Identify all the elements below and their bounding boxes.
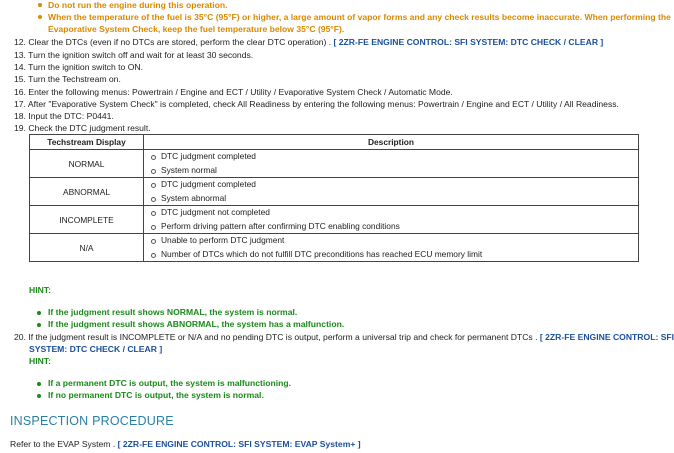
step-12: 12. Clear the DTCs (even if no DTCs are stored, perform the clear DTC operation) . [ 2ZR-FE ENGINE CONTROL: SFI SYSTEM: DTC CHECK / CLEAR ]	[14, 37, 604, 47]
display-cell: ABNORMAL	[30, 178, 144, 206]
table-row	[30, 178, 639, 206]
step-20: 20. If the judgment result is INCOMPLETE or N/A and no pending DTC is output, perform a universal trip and check for permanent DTCs . [ 2ZR-FE ENGINE CONTROL: SFI	[14, 332, 674, 342]
dtc-judgment-table	[29, 134, 639, 262]
display-cell: INCOMPLETE	[30, 206, 144, 234]
description-item: DTC judgment completed	[150, 178, 638, 192]
caution-text-2: When the temperature of the fuel is 35°C (95°F) or higher, a large amount of vapor forms and any check results become inaccurate. When performing the	[48, 12, 671, 22]
bullet-icon	[37, 382, 41, 386]
description-item: System normal	[150, 164, 638, 178]
description-item: Perform driving pattern after confirming DTC enabling conditions	[150, 220, 638, 234]
step-18: 18. Input the DTC: P0441.	[14, 111, 114, 121]
caution-text-1: Do not run the engine during this operation.	[48, 0, 228, 10]
step-15: 15. Turn the Techstream on.	[14, 74, 121, 84]
table-row	[30, 206, 639, 234]
bullet-icon	[37, 323, 41, 327]
bullet-icon	[37, 394, 41, 398]
step-16: 16. Enter the following menus: Powertrain / Engine and ECT / Utility / Evaporative System Check / Automatic Mode.	[14, 87, 453, 97]
column-header-description: Description	[144, 135, 639, 150]
description-item: System abnormal	[150, 192, 638, 206]
step-13: 13. Turn the ignition switch off and wait for at least 30 seconds.	[14, 50, 254, 60]
inspection-heading: INSPECTION PROCEDURE	[10, 414, 174, 428]
bullet-icon	[38, 3, 42, 7]
inspection-text: Refer to the EVAP System . [ 2ZR-FE ENGINE CONTROL: SFI SYSTEM: EVAP System+ ]	[10, 439, 361, 449]
description-item: Number of DTCs which do not fulfill DTC preconditions has reached ECU memory limit	[150, 248, 638, 262]
hint-label: HINT:	[29, 356, 51, 366]
column-header-display: Techstream Display	[30, 135, 144, 150]
hint-item: If a permanent DTC is output, the system is malfunctioning.	[48, 378, 292, 388]
bullet-icon	[37, 311, 41, 315]
description-cell	[144, 150, 639, 178]
description-item: DTC judgment completed	[150, 150, 638, 164]
description-cell	[144, 178, 639, 206]
description-item: DTC judgment not completed	[150, 206, 638, 220]
description-cell	[144, 206, 639, 234]
hint-item: If no permanent DTC is output, the system is normal.	[48, 390, 264, 400]
hint-item: If the judgment result shows ABNORMAL, the system has a malfunction.	[48, 319, 345, 329]
hint-item: If the judgment result shows NORMAL, the system is normal.	[48, 307, 298, 317]
step-19: 19. Check the DTC judgment result.	[14, 123, 151, 133]
dtc-check-clear-link[interactable]: [ 2ZR-FE ENGINE CONTROL: SFI SYSTEM: DTC CHECK / CLEAR ]	[333, 37, 604, 47]
dtc-check-clear-link-cont[interactable]: SYSTEM: DTC CHECK / CLEAR ]	[29, 344, 163, 354]
dtc-check-clear-link[interactable]: [ 2ZR-FE ENGINE CONTROL: SFI	[539, 332, 674, 342]
display-cell: NORMAL	[30, 150, 144, 178]
caution-text-3: Evaporative System Check, keep the fuel temperature below 35°C (95°F).	[48, 24, 345, 34]
bullet-icon	[38, 15, 42, 19]
table-header-row	[30, 135, 639, 150]
description-item: Unable to perform DTC judgment	[150, 234, 638, 248]
table-row	[30, 234, 639, 262]
hint-label: HINT:	[29, 285, 51, 295]
step-17: 17. After "Evaporative System Check" is completed, check All Readiness by entering the following menus: Powertrain / Engine and ECT / Utility / All Readiness.	[14, 99, 619, 109]
step-14: 14. Turn the ignition switch to ON.	[14, 62, 143, 72]
display-cell: N/A	[30, 234, 144, 262]
evap-system-link[interactable]: [ 2ZR-FE ENGINE CONTROL: SFI SYSTEM: EVAP System+ ]	[117, 439, 361, 449]
table-row	[30, 150, 639, 178]
description-cell	[144, 234, 639, 262]
